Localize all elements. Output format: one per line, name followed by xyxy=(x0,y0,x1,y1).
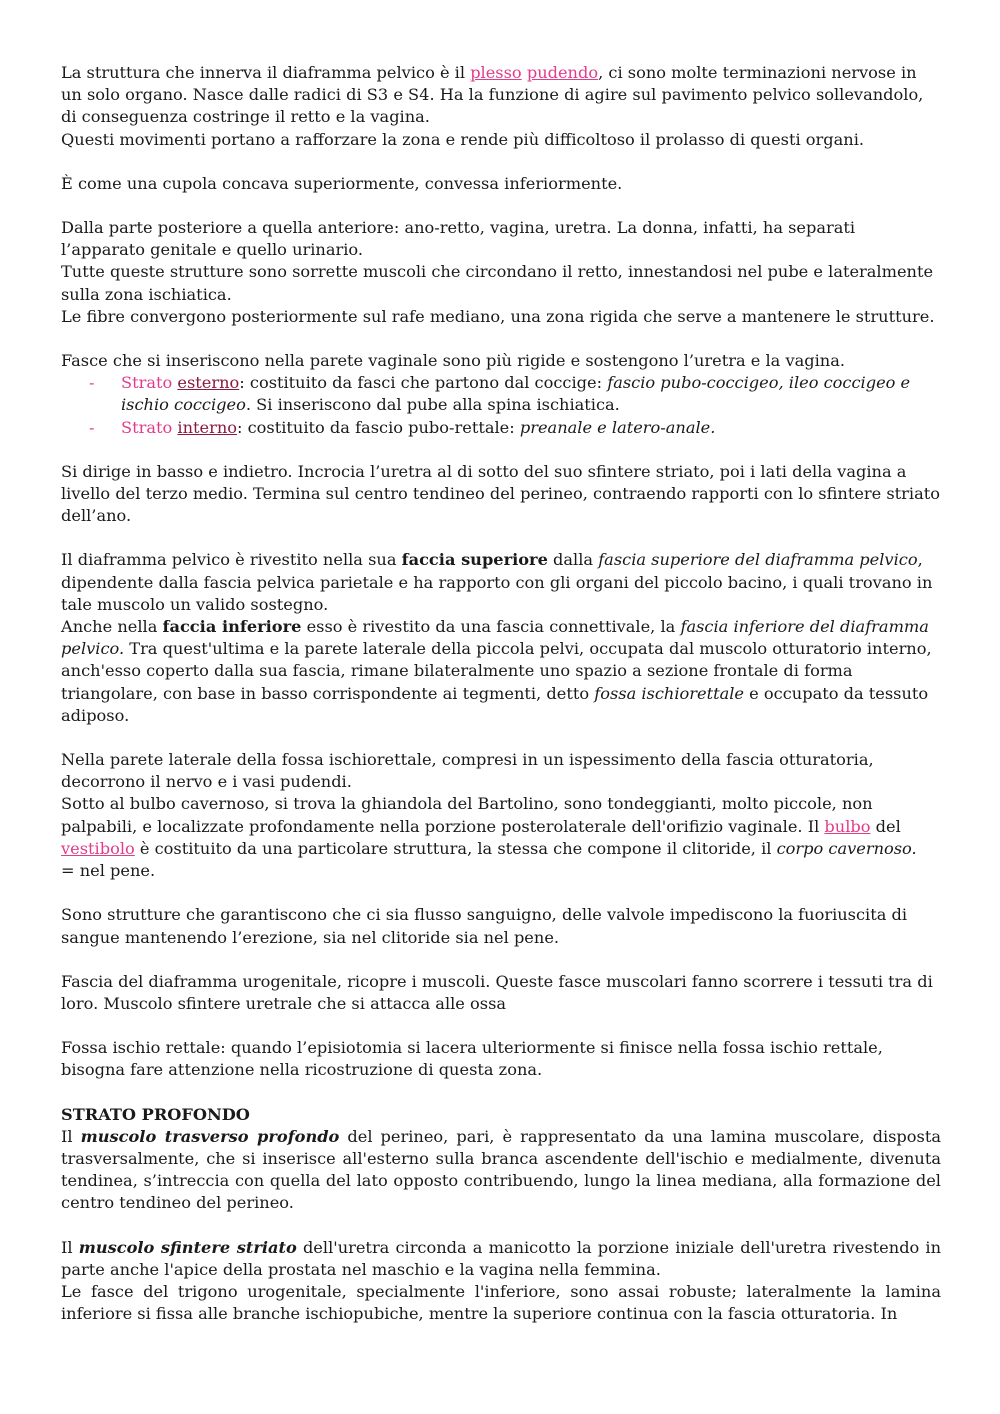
text-span: Strato xyxy=(121,373,178,393)
dash-bullet: - xyxy=(89,373,95,393)
text-span: dalla xyxy=(547,550,599,570)
link-pudendo[interactable]: pudendo xyxy=(526,63,599,82)
spacer xyxy=(61,949,941,971)
strato-list xyxy=(61,372,941,439)
text-span: e occupato da tessuto adiposo. xyxy=(61,683,929,725)
spacer xyxy=(61,1082,941,1104)
paragraph-trasverso xyxy=(61,1126,941,1215)
section-heading: STRATO PROFONDO xyxy=(61,1104,250,1124)
text-span: . Si inseriscono dal pube alla spina ischiatica. xyxy=(245,395,620,415)
document-page xyxy=(61,62,941,1325)
text-span: del perineo, pari, è rappresentato da una lamina muscolare, disposta trasversalmente, che si inserisce all'esterno sulla branca ascendente dell'ischio e medialmente, divenuta tendinea, s’intreccia con quella del lato opposto contribuendo, lungo la linea mediana, alla formazione del centro tendineo del perineo. xyxy=(61,1126,942,1213)
italic-span: fascia superiore del diaframma pelvico xyxy=(598,550,918,570)
paragraph-plesso-pudendo xyxy=(61,62,941,151)
list-item-strato-interno xyxy=(89,417,941,439)
italic-span: fossa ischiorettale xyxy=(594,683,745,703)
text-span: Tra quest'ultima e la parete laterale della piccola pelvi, occupata dal muscolo otturatorio interno, anch'esso coperto dalla sua fascia, rimane bilateralmente uno spazio a sezione frontale di forma triangolare, con base in basso corrispondente ai tegmenti, detto xyxy=(61,639,932,703)
text-span: Le fasce del trigono urogenitale, specialmente l'inferiore, sono assai robuste; lateralmente la lamina inferiore si fissa alle branche ischiopubiche, mentre la superiore continua con la fascia otturatoria. In xyxy=(61,1281,941,1324)
spacer xyxy=(61,151,941,173)
spacer xyxy=(61,882,941,904)
text-span: Dalla parte posteriore a quella anteriore: ano-retto, vagina, uretra. La donna, infatti, ha separati l’apparato genitale e quello urinario. xyxy=(61,218,856,260)
text-span: La struttura che innerva il diaframma pelvico è il xyxy=(61,63,471,82)
text-span: Anche nella xyxy=(61,617,163,637)
italic-span: corpo cavernoso. xyxy=(776,838,917,858)
paragraph-strutture xyxy=(61,217,941,328)
paragraph-fossa-nervo xyxy=(61,749,941,882)
text-span: è costituito da una particolare struttura, la stessa che compone il clitoride, il xyxy=(134,838,777,858)
paragraph-flusso: Sono strutture che garantiscono che ci sia flusso sanguigno, delle valvole impediscono la fuoriuscita di sangue mantenendo l’erezione, sia nel clitoride sia nel pene. xyxy=(61,905,908,947)
italic-span: preanale e latero-anale. xyxy=(519,417,716,437)
text-span: Tutte queste strutture sono sorrette muscoli che circondano il retto, innestandosi nel pube e lateralmente sulla zona ischiatica. xyxy=(61,262,934,304)
text-span: Il diaframma pelvico è rivestito nella sua xyxy=(61,550,402,570)
link-plesso[interactable]: plesso xyxy=(470,63,522,82)
text-span: , ci sono molte terminazioni nervose in un solo organo. Nasce dalle radici di S3 e S4. Ha la funzione di agire sul pavimento pelvico sollevandolo, di conseguenza costringe il retto e la vagina. xyxy=(61,63,924,127)
paragraph-cupola: È come una cupola concava superiormente, convessa inferiormente. xyxy=(61,173,623,193)
text-span: : costituito da fasci che partono dal coccige: xyxy=(239,373,608,393)
list-item-strato-esterno xyxy=(89,372,941,416)
text-span: , dipendente dalla fascia pelvica parietale e ha rapporto con gli organi del piccolo bacino, i quali trovano in tale muscolo un valido sostegno. xyxy=(61,550,933,614)
text-span: = nel pene. xyxy=(61,861,156,881)
spacer xyxy=(61,439,941,461)
text-span: esso è rivestito da una fascia connettivale, la xyxy=(301,617,681,637)
text-span: del xyxy=(870,816,901,836)
text-span: dell'uretra circonda a manicotto la porzione iniziale dell'uretra rivestendo in parte anche l'apice della prostata nel maschio e la vagina nella femmina. xyxy=(61,1237,942,1279)
link-bulbo[interactable]: bulbo xyxy=(824,816,871,836)
spacer xyxy=(61,527,941,549)
text-span: : costituito da fascio pubo-rettale: xyxy=(237,417,520,437)
paragraph-faccia xyxy=(61,549,941,727)
text-span: Strato xyxy=(121,417,178,437)
italic-span: fascia inferiore del diaframma pelvico. xyxy=(61,617,929,659)
text-span: Nella parete laterale della fossa ischiorettale, compresi in un ispessimento della fascia otturatoria, decorrono il nervo e i vasi pudendi. xyxy=(61,750,874,792)
paragraph-direzione: Si dirige in basso e indietro. Incrocia l’uretra al di sotto del suo sfintere striato, poi i lati della vagina a livello del terzo medio. Termina sul centro tendineo del perineo, contraendo rapporti con lo sfintere striato dell’ano. xyxy=(61,461,941,526)
text-span: Sotto al bulbo cavernoso, si trova la ghiandola del Bartolino, sono tondeggianti, molto piccole, non palpabili, e localizzate profondamente nella porzione posterolaterale dell'orifizio vaginale. Il xyxy=(61,794,873,836)
spacer xyxy=(61,1215,941,1237)
bold-italic-span: muscolo sfintere striato xyxy=(78,1237,297,1257)
text-span: Questi movimenti portano a rafforzare la zona e rende più difficoltoso il prolasso di questi organi. xyxy=(61,129,865,149)
spacer xyxy=(61,328,941,350)
bold-span: faccia superiore xyxy=(401,550,548,570)
paragraph-fasce: Fasce che si inseriscono nella parete vaginale sono più rigide e sostengono l’uretra e la vagina. xyxy=(61,351,846,371)
text-span: Il xyxy=(61,1237,79,1257)
spacer xyxy=(61,727,941,749)
italic-span: fascio pubo-coccigeo, ileo coccigeo e ischio coccigeo xyxy=(121,373,911,415)
paragraph-sfintere xyxy=(61,1237,941,1326)
paragraph-episiotomia: Fossa ischio rettale: quando l’episiotomia si lacera ulteriormente si finisce nella fossa ischio rettale, bisogna fare attenzione nella ricostruzione di questa zona. xyxy=(61,1038,883,1080)
text-span: Il xyxy=(61,1126,81,1146)
dash-bullet: - xyxy=(89,417,95,437)
spacer xyxy=(61,195,941,217)
bold-italic-span: muscolo trasverso profondo xyxy=(80,1126,340,1146)
spacer xyxy=(61,1015,941,1037)
paragraph-fascia-urogenitale: Fascia del diaframma urogenitale, ricopre i muscoli. Queste fasce muscolari fanno scorrere i tessuti tra di loro. Muscolo sfintere uretrale che si attacca alle ossa xyxy=(61,971,933,1013)
bold-span: faccia inferiore xyxy=(162,617,302,637)
link-esterno[interactable]: esterno xyxy=(177,373,240,393)
text-span: Le fibre convergono posteriormente sul rafe mediano, una zona rigida che serve a mantenere le strutture. xyxy=(61,306,935,326)
link-interno[interactable]: interno xyxy=(177,417,237,437)
link-vestibolo[interactable]: vestibolo xyxy=(61,838,135,858)
